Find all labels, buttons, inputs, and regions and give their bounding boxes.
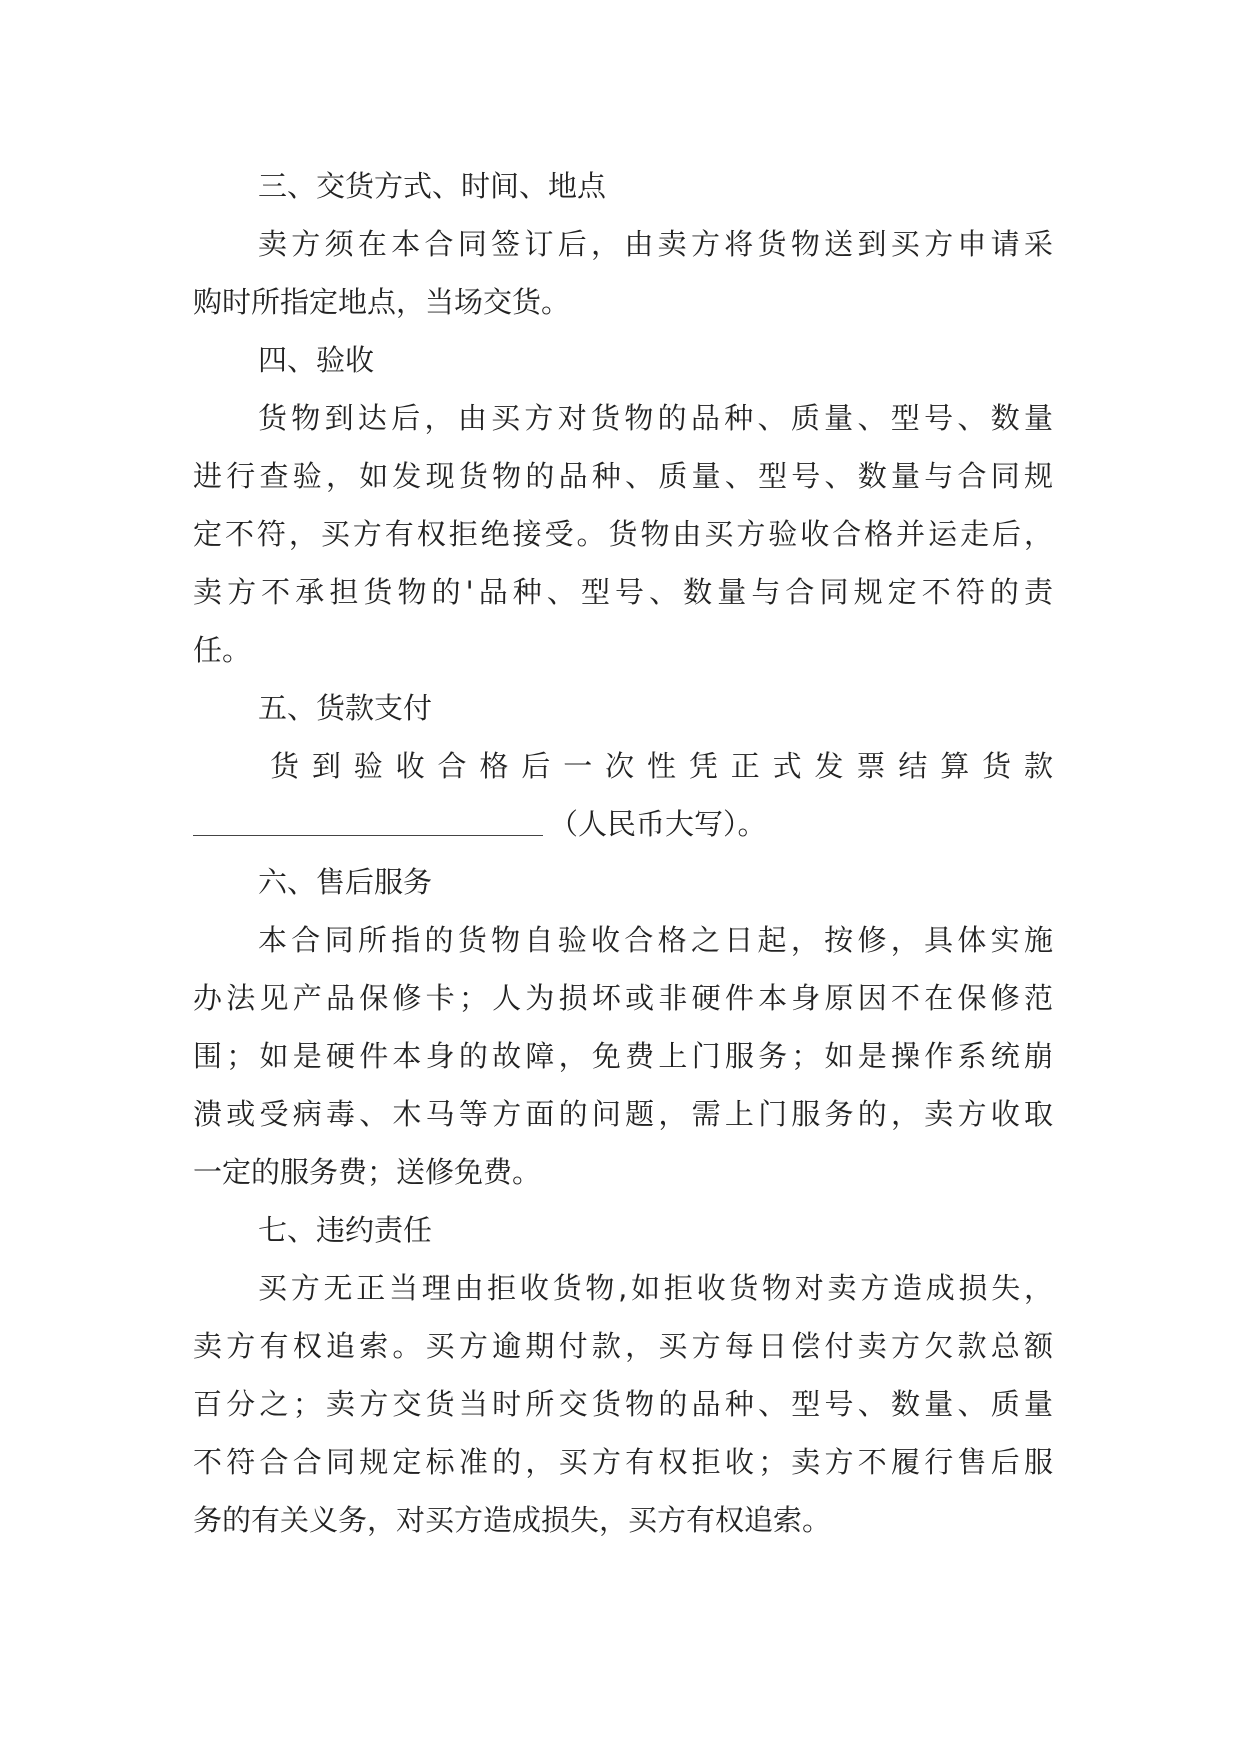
paragraph-line: 溃或受病毒、木马等方面的问题，需上门服务的，卖方收取 <box>193 1097 1053 1131</box>
paragraph-line: 本合同所指的货物自验收合格之日起，按修，具体实施 <box>258 923 1053 957</box>
paragraph-line: 围；如是硬件本身的故障，免费上门服务；如是操作系统崩 <box>193 1039 1053 1073</box>
paragraph-line: 不符合合同规定标准的，买方有权拒收；卖方不履行售后服 <box>193 1445 1053 1479</box>
section-heading-acceptance: 四、验收 <box>258 343 375 377</box>
section-heading-payment: 五、货款支付 <box>258 691 433 725</box>
paragraph-line: 一定的服务费；送修免费。 <box>193 1155 542 1189</box>
paragraph-line: 货物到达后，由买方对货物的品种、质量、型号、数量 <box>258 401 1053 435</box>
paragraph-line: 卖方须在本合同签订后，由卖方将货物送到买方申请采 <box>258 227 1053 261</box>
paragraph-line: 进行查验，如发现货物的品种、质量、型号、数量与合同规 <box>193 459 1053 493</box>
section-heading-liability: 七、违约责任 <box>258 1213 433 1247</box>
paragraph-line: 定不符，买方有权拒绝接受。货物由买方验收合格并运走后， <box>193 517 1053 551</box>
paragraph-line: 务的有关义务，对买方造成损失，买方有权追索。 <box>193 1503 832 1537</box>
amount-blank-underline <box>193 805 543 836</box>
paragraph-line: 卖方不承担货物的'品种、型号、数量与合同规定不符的责 <box>193 575 1053 609</box>
section-heading-delivery: 三、交货方式、时间、地点 <box>258 169 607 203</box>
amount-currency-note: （人民币大写）。 <box>549 807 767 841</box>
paragraph-line: 任。 <box>193 633 252 667</box>
paragraph-line: 卖方有权追索。买方逾期付款，买方每日偿付卖方欠款总额 <box>193 1329 1053 1363</box>
paragraph-line: 百分之；卖方交货当时所交货物的品种、型号、数量、质量 <box>193 1387 1053 1421</box>
paragraph-line: 办法见产品保修卡；人为损坏或非硬件本身原因不在保修范 <box>193 981 1053 1015</box>
section-heading-after-sales: 六、售后服务 <box>258 865 433 899</box>
paragraph-line-amount <box>193 795 1053 853</box>
paragraph-line: 买方无正当理由拒收货物,如拒收货物对卖方造成损失， <box>258 1271 1053 1305</box>
paragraph-line: 货到验收合格后一次性凭正式发票结算货款 <box>270 749 1053 783</box>
paragraph-line: 购时所指定地点，当场交货。 <box>193 285 571 319</box>
